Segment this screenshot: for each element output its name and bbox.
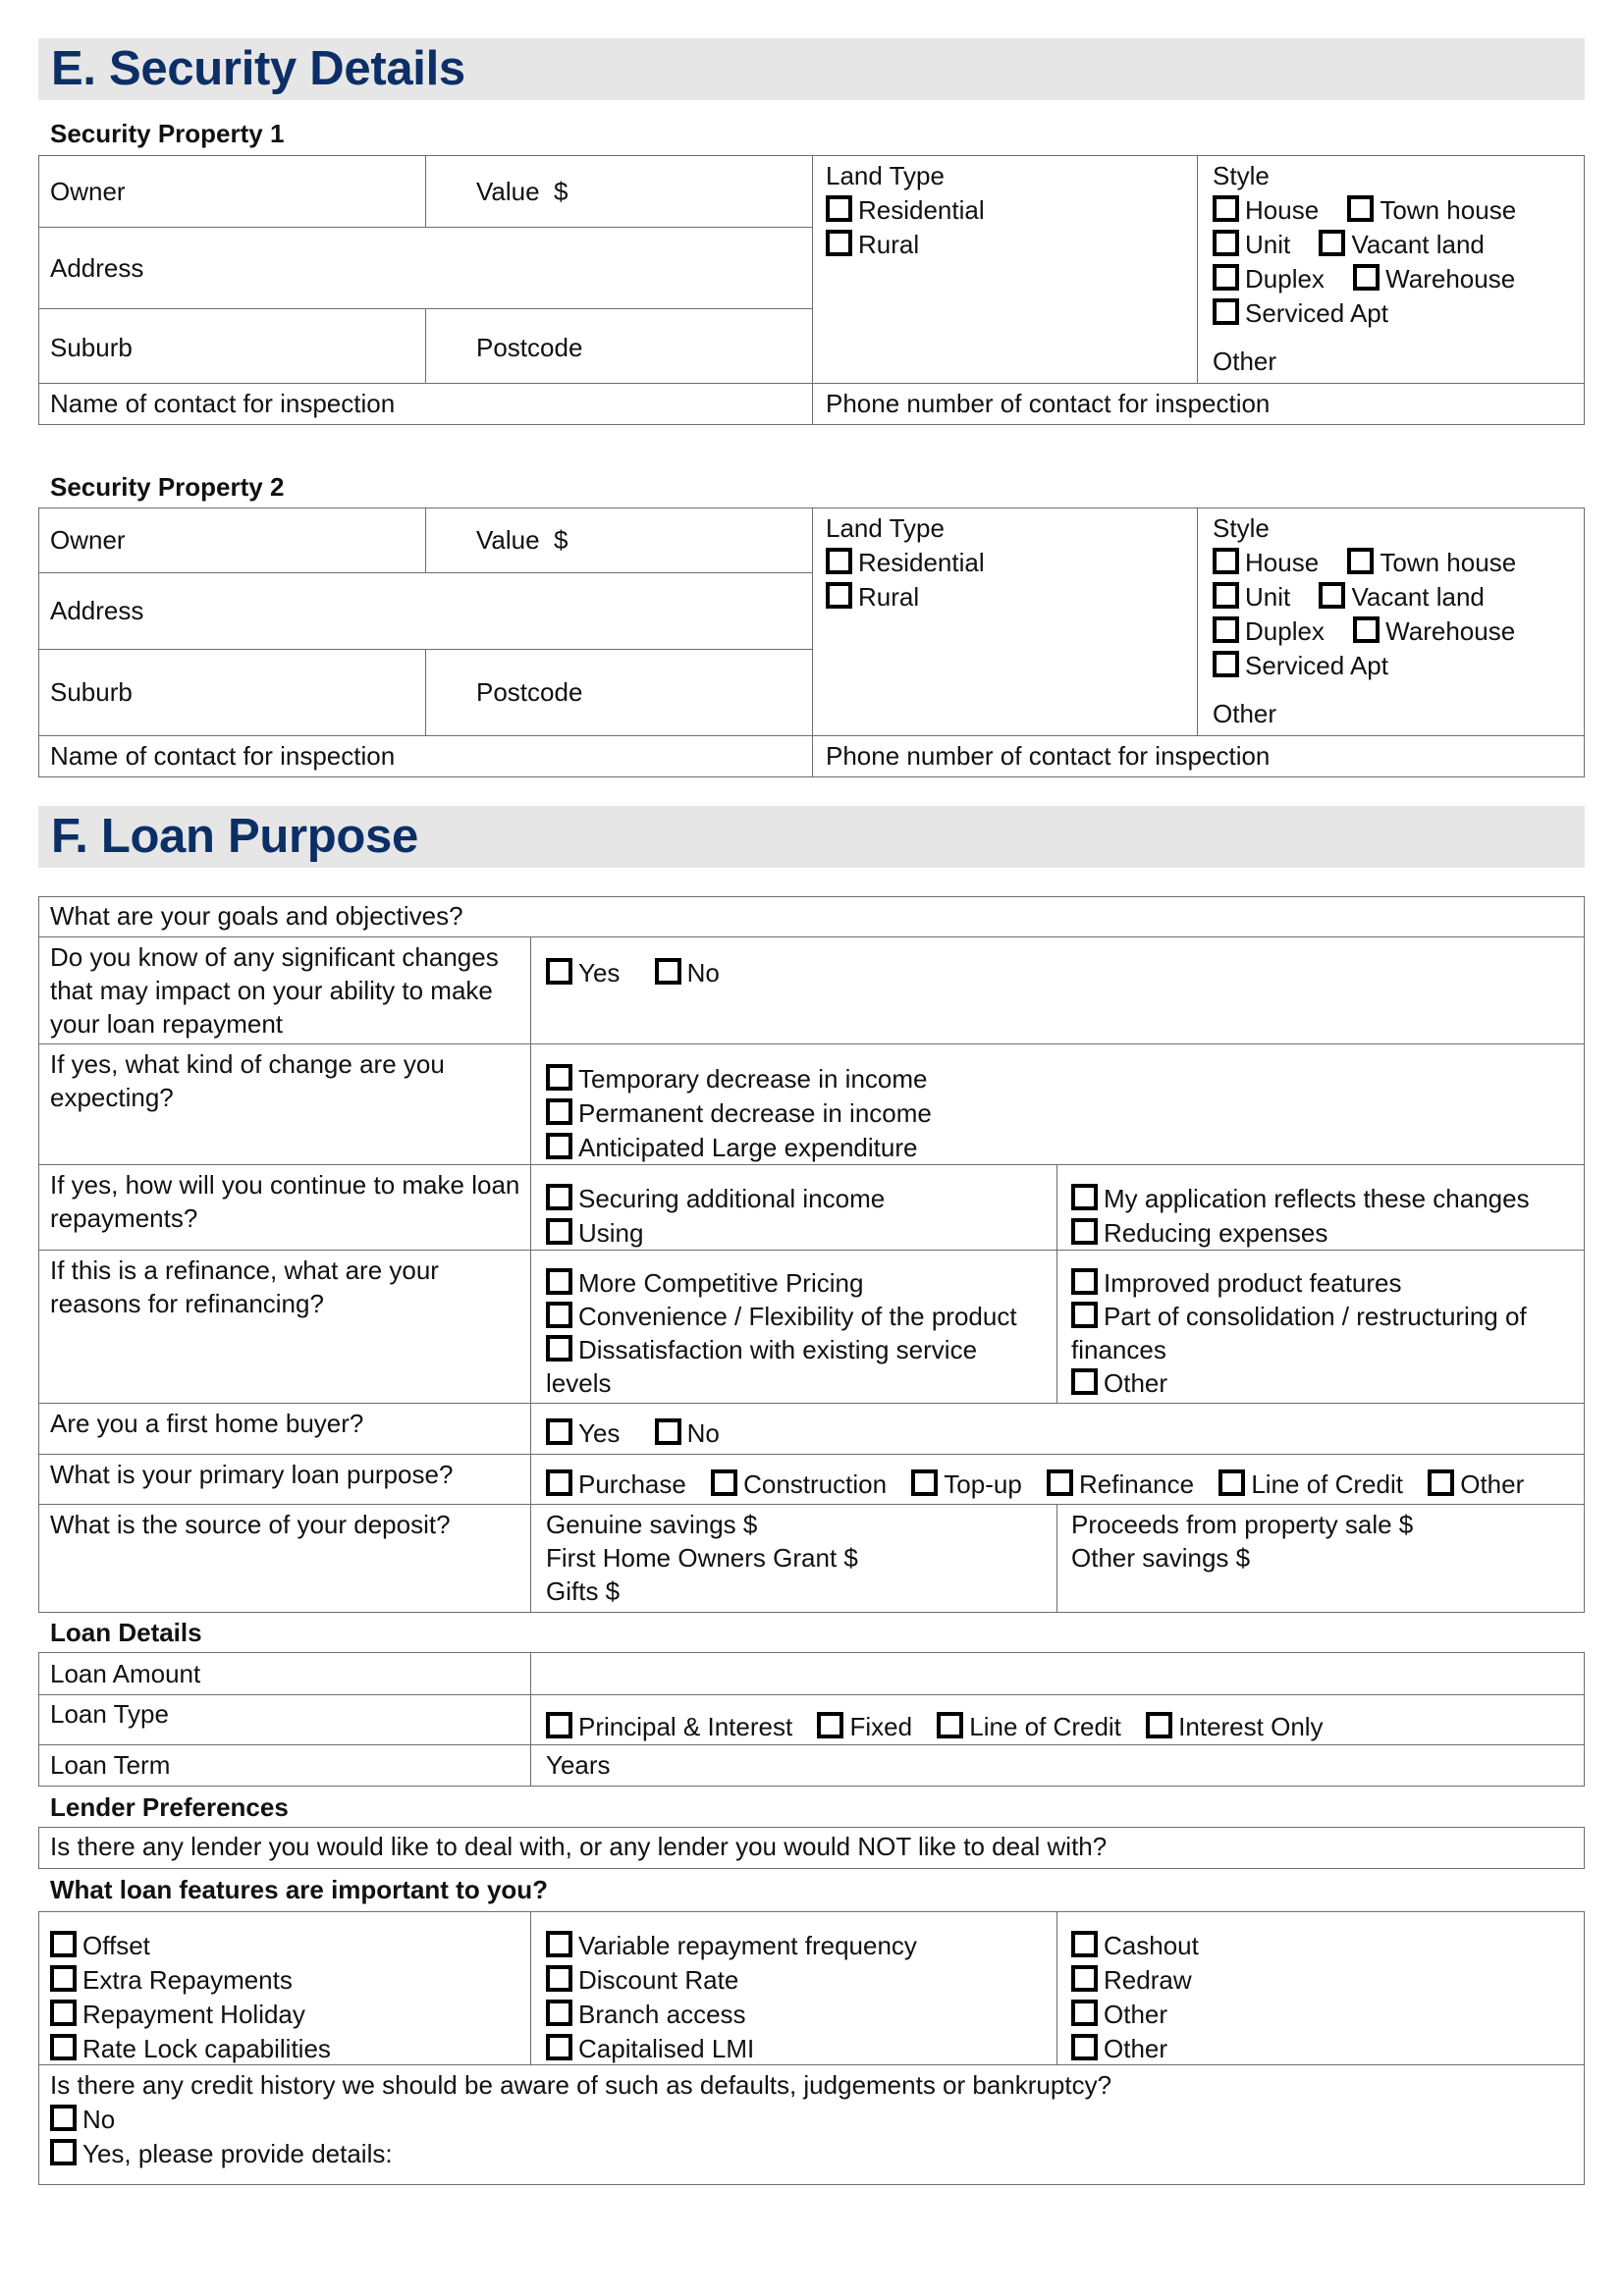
- checkbox-icon[interactable]: [546, 1302, 572, 1328]
- other-savings-field[interactable]: Other savings $: [1071, 1543, 1251, 1573]
- checkbox-icon[interactable]: [826, 548, 852, 574]
- checkbox-application-reflects[interactable]: [1071, 1182, 1530, 1216]
- checkbox-icon[interactable]: [1047, 1469, 1073, 1496]
- checkbox-variable-frequency[interactable]: [546, 1929, 917, 1963]
- option-label: Repayment Holiday: [82, 2000, 305, 2029]
- continue-repay-options-2: [1071, 1182, 1530, 1251]
- goals-label: What are your goals and objectives?: [50, 901, 463, 931]
- checkbox-icon[interactable]: [1071, 2000, 1098, 2026]
- question-text: If yes, how will you continue to make loan repayments?: [50, 1170, 520, 1233]
- contact-name-label: Name of contact for inspection: [50, 389, 396, 418]
- checkbox-town-house[interactable]: [1347, 548, 1516, 577]
- checkbox-temporary-decrease[interactable]: [546, 1062, 932, 1096]
- option-label: Fixed: [849, 1712, 913, 1741]
- checkbox-refinance-other[interactable]: [1071, 1366, 1577, 1400]
- checkbox-icon[interactable]: [546, 2000, 572, 2026]
- checkbox-yes[interactable]: [546, 958, 620, 988]
- option-label: Principal & Interest: [578, 1712, 793, 1741]
- features-label: What loan features are important to you?: [50, 1875, 549, 1904]
- continue-repay-question: [50, 1168, 521, 1235]
- checkbox-unit[interactable]: [1213, 582, 1290, 612]
- checkbox-icon[interactable]: [546, 1418, 572, 1445]
- checkbox-rural[interactable]: [826, 228, 985, 262]
- loan-term-field[interactable]: Years: [546, 1750, 611, 1780]
- question-text: What is the source of your deposit?: [50, 1510, 451, 1539]
- checkbox-icon[interactable]: [1213, 582, 1239, 609]
- continue-repay-options-1: [546, 1182, 885, 1251]
- checkbox-unit[interactable]: [1213, 230, 1290, 259]
- checkbox-icon[interactable]: [546, 1335, 572, 1362]
- checkbox-extra-repayments[interactable]: [50, 1963, 331, 1998]
- checkbox-cashout[interactable]: [1071, 1929, 1199, 1963]
- loan-type-options: [546, 1710, 1324, 1744]
- option-label: Extra Repayments: [82, 1965, 293, 1995]
- option-label: Cashout: [1104, 1931, 1199, 1960]
- checkbox-credit-yes[interactable]: [50, 2137, 1111, 2171]
- checkbox-icon[interactable]: [1213, 230, 1239, 256]
- checkbox-fhb-no[interactable]: [655, 1418, 720, 1448]
- property-2-suburb-field[interactable]: [50, 675, 133, 710]
- checkbox-icon[interactable]: [1319, 230, 1345, 256]
- address-label: Address: [50, 253, 144, 283]
- option-label: Top-up: [944, 1469, 1022, 1499]
- option-label: Offset: [82, 1931, 150, 1960]
- checkbox-discount-rate[interactable]: [546, 1963, 917, 1998]
- suburb-label: Suburb: [50, 677, 133, 707]
- section-f-header: [38, 806, 1585, 868]
- option-label: Permanent decrease in income: [578, 1098, 932, 1128]
- lender-preferences-question: Is there any lender you would like to deal with, or any lender you would NOT like to deal with?: [50, 1832, 1108, 1861]
- checkbox-purchase[interactable]: [546, 1469, 686, 1499]
- contact-phone-label: Phone number of contact for inspection: [826, 741, 1271, 771]
- checkbox-icon[interactable]: [655, 1418, 681, 1445]
- checkbox-icon[interactable]: [1071, 1965, 1098, 1992]
- option-label: No: [82, 2105, 116, 2134]
- property-1-land-type: [826, 159, 985, 262]
- checkbox-icon[interactable]: [546, 958, 572, 985]
- checkbox-icon[interactable]: [1071, 1302, 1098, 1328]
- checkbox-icon[interactable]: [50, 1965, 77, 1992]
- checkbox-icon[interactable]: [546, 1469, 572, 1496]
- loan-amount-field[interactable]: [532, 1654, 1583, 1693]
- checkbox-icon[interactable]: [1428, 1469, 1454, 1496]
- checkbox-large-expenditure[interactable]: [546, 1131, 932, 1165]
- postcode-label: Postcode: [476, 333, 583, 362]
- checkbox-interest-only[interactable]: [1146, 1712, 1323, 1741]
- property-1-postcode-field[interactable]: [476, 331, 582, 365]
- loan-type-label: Loan Type: [50, 1699, 169, 1729]
- address-label: Address: [50, 596, 144, 625]
- option-label: Variable repayment frequency: [578, 1931, 917, 1960]
- option-label: Town house: [1380, 195, 1517, 225]
- checkbox-serviced-apt[interactable]: [1213, 649, 1516, 683]
- checkbox-residential[interactable]: [826, 193, 985, 228]
- checkbox-icon[interactable]: [655, 958, 681, 985]
- refinance-options-1: [546, 1266, 1047, 1400]
- option-label: Warehouse: [1385, 616, 1516, 646]
- checkbox-icon[interactable]: [911, 1469, 938, 1496]
- checkbox-improved-features[interactable]: [1071, 1266, 1577, 1300]
- checkbox-rural[interactable]: [826, 580, 985, 614]
- question-text: If yes, what kind of change are you expecting?: [50, 1049, 445, 1112]
- option-label: Line of Credit: [969, 1712, 1121, 1741]
- checkbox-securing-income[interactable]: [546, 1182, 885, 1216]
- checkbox-vacant-land[interactable]: [1319, 582, 1484, 612]
- style-label: Style: [1213, 513, 1270, 543]
- checkbox-icon[interactable]: [546, 1965, 572, 1992]
- checkbox-reducing-expenses[interactable]: [1071, 1216, 1530, 1251]
- checkbox-icon[interactable]: [50, 2139, 77, 2165]
- checkbox-icon[interactable]: [1071, 1184, 1098, 1210]
- option-label: Other: [1104, 2034, 1168, 2063]
- checkbox-icon[interactable]: [1071, 1268, 1098, 1295]
- option-label: Purchase: [578, 1469, 686, 1499]
- checkbox-type-line-of-credit[interactable]: [937, 1712, 1121, 1741]
- checkbox-icon[interactable]: [546, 1712, 572, 1738]
- option-label: Residential: [858, 548, 985, 577]
- option-label: Serviced Apt: [1245, 651, 1388, 680]
- checkbox-using[interactable]: [546, 1216, 885, 1251]
- checkbox-icon[interactable]: [711, 1469, 737, 1496]
- features-col1: [50, 1929, 331, 2066]
- checkbox-icon[interactable]: [50, 2000, 77, 2026]
- checkbox-icon[interactable]: [1353, 616, 1380, 643]
- checkbox-icon[interactable]: [826, 195, 852, 222]
- checkbox-fhb-yes[interactable]: [546, 1418, 620, 1448]
- style-other-field[interactable]: Other: [1213, 347, 1277, 376]
- checkbox-residential[interactable]: [826, 546, 985, 580]
- checkbox-offset[interactable]: [50, 1929, 331, 1963]
- property-1-style: [1213, 159, 1516, 379]
- checkbox-credit-no[interactable]: [50, 2103, 1111, 2137]
- property-2-address-field[interactable]: [50, 594, 143, 628]
- question-text: What is your primary loan purpose?: [50, 1460, 454, 1489]
- checkbox-purpose-other[interactable]: [1428, 1469, 1524, 1499]
- checkbox-principal-interest[interactable]: [546, 1712, 792, 1741]
- checkbox-icon[interactable]: [1071, 1931, 1098, 1957]
- property-1-address-field[interactable]: [50, 251, 143, 286]
- checkbox-permanent-decrease[interactable]: [546, 1096, 932, 1131]
- checkbox-line-of-credit[interactable]: [1218, 1469, 1403, 1499]
- option-label: Warehouse: [1385, 264, 1516, 294]
- option-label: Using: [578, 1218, 644, 1248]
- checkbox-icon[interactable]: [546, 1218, 572, 1245]
- checkbox-icon[interactable]: [1146, 1712, 1172, 1738]
- primary-purpose-question: [50, 1458, 453, 1492]
- option-label: Reducing expenses: [1104, 1218, 1328, 1248]
- option-label: Part of consolidation / restructuring of finances: [1071, 1302, 1527, 1364]
- option-label: Convenience / Flexibility of the product: [578, 1302, 1017, 1331]
- checkbox-warehouse[interactable]: [1353, 616, 1515, 646]
- option-label: My application reflects these changes: [1104, 1184, 1530, 1213]
- property-1-owner-field[interactable]: [50, 175, 126, 209]
- checkbox-warehouse[interactable]: [1353, 264, 1515, 294]
- checkbox-town-house[interactable]: [1347, 195, 1516, 225]
- question-text: Do you know of any significant changes that may impact on your ability to make your loan repayment: [50, 942, 499, 1039]
- checkbox-repayment-holiday[interactable]: [50, 1998, 331, 2032]
- checkbox-icon[interactable]: [546, 1064, 572, 1091]
- checkbox-icon[interactable]: [1213, 298, 1239, 325]
- style-label: Style: [1213, 161, 1270, 190]
- loan-amount-label: Loan Amount: [50, 1659, 201, 1688]
- option-label: Branch access: [578, 2000, 746, 2029]
- option-label: Interest Only: [1178, 1712, 1324, 1741]
- deposit-source-question: [50, 1508, 451, 1542]
- checkbox-icon[interactable]: [50, 2034, 77, 2060]
- checkbox-duplex[interactable]: [1213, 264, 1325, 294]
- checkbox-icon[interactable]: [826, 230, 852, 256]
- checkbox-icon[interactable]: [546, 1931, 572, 1957]
- change-kind-question: [50, 1047, 521, 1114]
- contact-phone-label: Phone number of contact for inspection: [826, 389, 1271, 418]
- option-label: Yes, please provide details:: [82, 2139, 393, 2168]
- checkbox-icon[interactable]: [937, 1712, 963, 1738]
- option-label: House: [1245, 195, 1320, 225]
- option-label: More Competitive Pricing: [578, 1268, 864, 1298]
- loan-details-label: Loan Details: [50, 1618, 202, 1647]
- checkbox-dissatisfaction[interactable]: [546, 1333, 1047, 1400]
- checkbox-icon[interactable]: [1213, 616, 1239, 643]
- option-label: No: [686, 1418, 720, 1448]
- refinance-options-2: [1071, 1266, 1577, 1400]
- option-label: Other: [1104, 2000, 1168, 2029]
- checkbox-vacant-land[interactable]: [1319, 230, 1484, 259]
- option-label: Serviced Apt: [1245, 298, 1388, 328]
- property-1-value-field[interactable]: [476, 175, 568, 209]
- question-text: If this is a refinance, what are your reasons for refinancing?: [50, 1255, 439, 1318]
- checkbox-icon[interactable]: [817, 1712, 843, 1738]
- owner-label: Owner: [50, 177, 126, 206]
- checkbox-construction[interactable]: [711, 1469, 887, 1499]
- checkbox-consolidation[interactable]: [1071, 1300, 1577, 1366]
- option-label: Rate Lock capabilities: [82, 2034, 331, 2063]
- section-f-title: F. Loan Purpose: [51, 810, 418, 863]
- checkbox-icon[interactable]: [1319, 582, 1345, 609]
- checkbox-icon[interactable]: [1213, 264, 1239, 291]
- checkbox-house[interactable]: [1213, 548, 1319, 577]
- checkbox-icon[interactable]: [1213, 195, 1239, 222]
- option-label: Rural: [858, 582, 920, 612]
- option-label: Discount Rate: [578, 1965, 739, 1995]
- option-label: Duplex: [1245, 264, 1325, 294]
- land-type-label: Land Type: [826, 513, 945, 543]
- property-2-contact-name-field[interactable]: [50, 739, 395, 774]
- property-2-value-field[interactable]: [476, 523, 568, 558]
- option-label: Other: [1104, 1368, 1168, 1398]
- style-other-field[interactable]: Other: [1213, 699, 1277, 728]
- change-kind-options: [546, 1062, 932, 1165]
- checkbox-icon[interactable]: [1071, 1368, 1098, 1395]
- section-e-header: [38, 38, 1585, 100]
- property-2-owner-field[interactable]: [50, 523, 126, 558]
- checkbox-icon[interactable]: [1353, 264, 1380, 291]
- checkbox-duplex[interactable]: [1213, 616, 1325, 646]
- property-1-contact-name-field[interactable]: [50, 387, 395, 421]
- property-1-suburb-field[interactable]: [50, 331, 133, 365]
- checkbox-icon[interactable]: [546, 2034, 572, 2060]
- contact-name-label: Name of contact for inspection: [50, 741, 396, 771]
- refinance-question: [50, 1254, 521, 1320]
- option-label: Residential: [858, 195, 985, 225]
- checkbox-icon[interactable]: [1347, 548, 1374, 574]
- checkbox-no[interactable]: [655, 958, 720, 988]
- primary-purpose-options: [546, 1468, 1524, 1502]
- option-label: Rural: [858, 230, 920, 259]
- loan-term-label: Loan Term: [50, 1750, 171, 1780]
- fhog-field[interactable]: First Home Owners Grant $: [546, 1543, 858, 1573]
- checkbox-icon[interactable]: [1213, 651, 1239, 677]
- suburb-label: Suburb: [50, 333, 133, 362]
- option-label: Yes: [578, 958, 621, 988]
- checkbox-icon[interactable]: [50, 1931, 77, 1957]
- property-sale-field[interactable]: Proceeds from property sale $: [1071, 1510, 1414, 1539]
- option-label: Securing additional income: [578, 1184, 886, 1213]
- option-label: Refinance: [1079, 1469, 1195, 1499]
- checkbox-competitive-pricing[interactable]: [546, 1266, 1047, 1300]
- checkbox-icon[interactable]: [1347, 195, 1374, 222]
- checkbox-icon[interactable]: [50, 2105, 77, 2131]
- genuine-savings-field[interactable]: Genuine savings $: [546, 1510, 758, 1539]
- option-label: Vacant land: [1351, 230, 1485, 259]
- deposit-source-col1: [546, 1508, 858, 1608]
- option-label: Unit: [1245, 230, 1291, 259]
- property-2-label: Security Property 2: [50, 472, 285, 502]
- option-label: No: [686, 958, 720, 988]
- checkbox-icon[interactable]: [546, 1098, 572, 1125]
- owner-label: Owner: [50, 525, 126, 555]
- option-label: Dissatisfaction with existing service levels: [546, 1335, 978, 1398]
- postcode-label: Postcode: [476, 677, 583, 707]
- checkbox-icon[interactable]: [826, 582, 852, 609]
- checkbox-capitalised-lmi[interactable]: [546, 2032, 917, 2066]
- checkbox-top-up[interactable]: [911, 1469, 1022, 1499]
- checkbox-icon[interactable]: [1213, 548, 1239, 574]
- option-label: Yes: [578, 1418, 621, 1448]
- option-label: Town house: [1380, 548, 1517, 577]
- property-1-label: Security Property 1: [50, 119, 285, 148]
- checkbox-icon[interactable]: [546, 1268, 572, 1295]
- goals-field[interactable]: [50, 899, 463, 934]
- question-text: Are you a first home buyer?: [50, 1409, 364, 1438]
- property-2-contact-phone-field[interactable]: [826, 739, 1270, 774]
- checkbox-branch-access[interactable]: [546, 1998, 917, 2032]
- checkbox-house[interactable]: [1213, 195, 1319, 225]
- features-col2: [546, 1929, 917, 2066]
- property-1-contact-phone-field[interactable]: [826, 387, 1270, 421]
- significant-changes-question: [50, 940, 521, 1041]
- value-label: Value $: [476, 525, 568, 555]
- credit-history-question: Is there any credit history we should be aware of such as defaults, judgements or bankruptcy?: [50, 2070, 1112, 2100]
- checkbox-redraw[interactable]: [1071, 1963, 1199, 1998]
- option-label: Anticipated Large expenditure: [578, 1133, 918, 1162]
- option-label: House: [1245, 548, 1320, 577]
- credit-history: [50, 2068, 1111, 2171]
- first-home-buyer-question: [50, 1407, 363, 1441]
- section-e-title: E. Security Details: [51, 42, 465, 95]
- significant-changes-options: [546, 956, 720, 990]
- option-label: Construction: [743, 1469, 888, 1499]
- option-label: Unit: [1245, 582, 1291, 612]
- checkbox-icon[interactable]: [1071, 2034, 1098, 2060]
- checkbox-icon[interactable]: [1218, 1469, 1245, 1496]
- option-label: Other: [1460, 1469, 1525, 1499]
- checkbox-icon[interactable]: [1071, 1218, 1098, 1245]
- checkbox-fixed[interactable]: [817, 1712, 912, 1741]
- option-label: Temporary decrease in income: [578, 1064, 928, 1094]
- option-label: Improved product features: [1104, 1268, 1402, 1298]
- checkbox-feature-other-1[interactable]: [1071, 1998, 1199, 2032]
- value-label: Value $: [476, 177, 568, 206]
- checkbox-rate-lock[interactable]: [50, 2032, 331, 2066]
- property-2-land-type: [826, 511, 985, 614]
- option-label: Redraw: [1104, 1965, 1192, 1995]
- option-label: Duplex: [1245, 616, 1325, 646]
- checkbox-serviced-apt[interactable]: [1213, 296, 1516, 331]
- land-type-label: Land Type: [826, 161, 945, 190]
- first-home-buyer-options: [546, 1416, 720, 1451]
- property-2-style: [1213, 511, 1516, 731]
- features-col3: [1071, 1929, 1199, 2066]
- option-label: Line of Credit: [1251, 1469, 1403, 1499]
- checkbox-convenience[interactable]: [546, 1300, 1047, 1333]
- checkbox-icon[interactable]: [546, 1133, 572, 1159]
- gifts-field[interactable]: Gifts $: [546, 1576, 621, 1606]
- checkbox-refinance[interactable]: [1047, 1469, 1194, 1499]
- lender-preferences-label: Lender Preferences: [50, 1792, 289, 1822]
- property-2-postcode-field[interactable]: [476, 675, 582, 710]
- option-label: Capitalised LMI: [578, 2034, 755, 2063]
- checkbox-icon[interactable]: [546, 1184, 572, 1210]
- checkbox-feature-other-2[interactable]: [1071, 2032, 1199, 2066]
- deposit-source-col2: [1071, 1508, 1413, 1575]
- option-label: Vacant land: [1351, 582, 1485, 612]
